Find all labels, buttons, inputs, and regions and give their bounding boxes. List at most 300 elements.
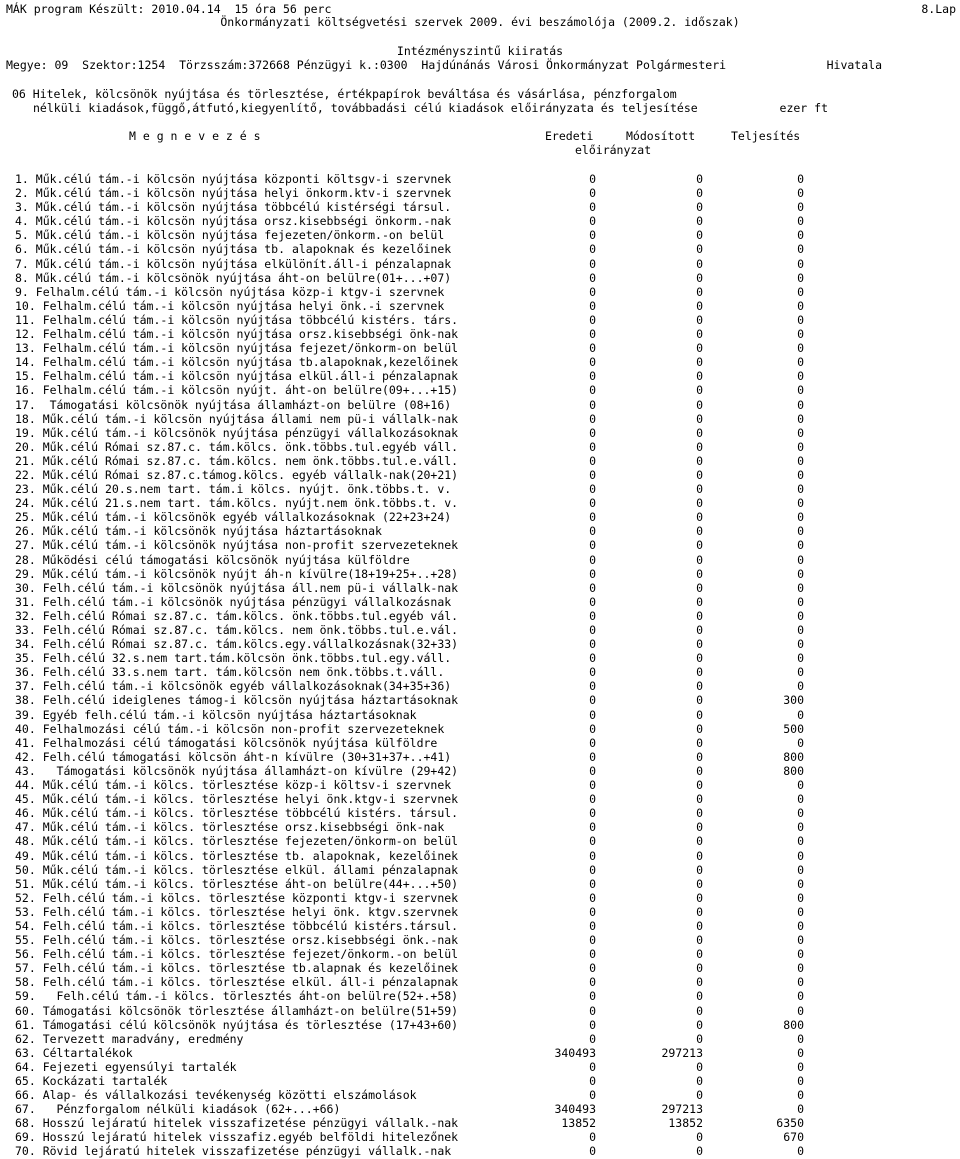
modified-value: 0 (696, 369, 703, 384)
modified-value: 0 (696, 904, 703, 919)
actual-value: 0 (797, 904, 804, 919)
row-label: 63. Céltartalékok (15, 1045, 133, 1060)
modified-value: 0 (696, 623, 703, 637)
actual-value: 0 (797, 580, 804, 595)
actual-value: 0 (797, 355, 804, 370)
table-row (0, 553, 960, 567)
row-label: 56. Felh.célú tám.-i kölcs. törlesztése fejezet/önkorm.-on belül (15, 947, 459, 962)
original-value: 340493 (554, 1102, 596, 1117)
actual-value: 0 (797, 510, 804, 525)
original-value: 0 (589, 510, 596, 525)
modified-value: 0 (696, 425, 703, 440)
row-label: 28. Működési célú támogatási kölcsönök nyújtása külföldre (15, 552, 410, 567)
actual-value: 0 (797, 1088, 804, 1103)
row-label: 3. Műk.célú tám.-i kölcsön nyújtása többcélú kistérségi társul. (15, 200, 452, 215)
table-row (0, 623, 960, 637)
modified-value: 0 (696, 749, 703, 764)
actual-value: 0 (797, 862, 804, 877)
row-label: 5. Műk.célú tám.-i kölcsön nyújtása fejezeten/önkorm.-on belül (15, 228, 445, 243)
row-label: 22. Műk.célú Római sz.87.c.támog.kölcs. egyéb vállalk-nak(20+21) (15, 467, 459, 482)
table-row (0, 708, 960, 722)
actual-value: 0 (797, 933, 804, 948)
table-row (0, 172, 960, 186)
row-label: 9. Felhalm.célú tám.-i kölcsön nyújtása közp-i ktgv-i szervnek (15, 284, 445, 299)
modified-value: 0 (696, 862, 703, 877)
row-label: 70. Rövid lejáratú hitelek visszafizetése pénzügyi vállalk.-nak (15, 1144, 452, 1159)
actual-value: 0 (797, 524, 804, 539)
row-label: 43. Támogatási kölcsönök nyújtása államházt-on kívülre (29+42) (15, 763, 459, 778)
row-label: 37. Felh.célú tám.-i kölcsönök egyéb vállalkozásoknak(34+35+36) (15, 679, 452, 694)
table-row (0, 905, 960, 919)
row-label: 53. Felh.célú tám.-i kölcs. törlesztése helyi önk. ktgv.szervnek (15, 904, 459, 919)
actual-value: 0 (797, 453, 804, 468)
original-value: 0 (589, 439, 596, 454)
row-label: 60. Támogatási kölcsönök törlesztése államházt-on belülre(51+59) (15, 1003, 459, 1018)
table-row (0, 750, 960, 764)
column-header-name: M e g n e v e z é s (129, 129, 261, 143)
row-label: 62. Tervezett maradvány, eredmény (15, 1031, 244, 1046)
actual-value: 0 (797, 1144, 804, 1159)
row-label: 68. Hosszú lejáratú hitelek visszafizetése pénzügyi vállalk.-nak (15, 1116, 459, 1131)
actual-value: 0 (797, 270, 804, 285)
table-row (0, 637, 960, 651)
original-value: 0 (589, 411, 596, 426)
actual-value: 0 (797, 623, 804, 637)
row-label: 61. Támogatási célú kölcsönök nyújtása és törlesztése (17+43+60) (15, 1017, 459, 1032)
original-value: 0 (589, 862, 596, 877)
table-row (0, 1144, 960, 1158)
modified-value: 0 (696, 989, 703, 1004)
row-label: 36. Felh.célú 33.s.nem tart. tám.kölcsön nem önk.többs.t.váll. (15, 665, 445, 680)
original-value: 0 (589, 735, 596, 750)
table-row (0, 355, 960, 369)
modified-value: 0 (696, 806, 703, 821)
actual-value: 0 (797, 242, 804, 257)
table-row (0, 891, 960, 905)
modified-value: 0 (696, 1130, 703, 1145)
row-label: 15. Felhalm.célú tám.-i kölcsön nyújtása elkül.áll-i pénzalapnak (15, 369, 459, 384)
original-value: 0 (589, 721, 596, 736)
original-value: 0 (589, 552, 596, 567)
actual-value: 670 (783, 1130, 804, 1145)
modified-value: 0 (696, 608, 703, 623)
modified-value: 0 (696, 383, 703, 398)
table-row (0, 1116, 960, 1130)
original-value: 0 (589, 693, 596, 708)
actual-value: 0 (797, 482, 804, 497)
modified-value: 0 (696, 1144, 703, 1159)
modified-value: 0 (696, 848, 703, 863)
table-row (0, 764, 960, 778)
original-value: 0 (589, 312, 596, 327)
modified-value: 0 (696, 355, 703, 370)
actual-value: 0 (797, 735, 804, 750)
row-label: 2. Műk.célú tám.-i kölcsön nyújtása helyi önkorm.ktv-i szervnek (15, 186, 452, 201)
modified-value: 0 (696, 186, 703, 201)
table-row (0, 313, 960, 327)
table-row (0, 1004, 960, 1018)
section-title-line1: 06 Hitelek, kölcsönök nyújtása és törlesztése, értékpapírok beváltása és vásárlása, pénzforgalom (12, 87, 677, 101)
table-row (0, 1018, 960, 1032)
original-value: 0 (589, 355, 596, 370)
table-row (0, 412, 960, 426)
table-row (0, 595, 960, 609)
table-row (0, 1074, 960, 1088)
modified-value: 0 (696, 1059, 703, 1074)
institution-line: Megye: 09 Szektor:1254 Törzsszám:372668 Pénzügyi k.:0300 Hajdúnánás Városi Önkormányzat Polgármesteri (6, 58, 727, 72)
table-row (0, 299, 960, 313)
table-row (0, 1046, 960, 1060)
row-label: 49. Műk.célú tám.-i kölcs. törlesztése tb. alapoknak, kezelőinek (15, 848, 459, 863)
modified-value: 0 (696, 172, 703, 186)
original-value: 0 (589, 1144, 596, 1159)
table-row (0, 1130, 960, 1144)
modified-value: 0 (696, 834, 703, 849)
table-row (0, 581, 960, 595)
original-value: 0 (589, 1059, 596, 1074)
actual-value: 800 (783, 749, 804, 764)
row-label: 33. Felh.célú Római sz.87.c. tám.kölcs. nem önk.többs.tul.e.vál. (15, 623, 459, 637)
original-value: 0 (589, 975, 596, 990)
actual-value: 0 (797, 200, 804, 215)
table-row (0, 271, 960, 285)
original-value: 0 (589, 383, 596, 398)
modified-value: 297213 (661, 1102, 703, 1117)
modified-value: 0 (696, 961, 703, 976)
original-value: 0 (589, 284, 596, 299)
original-value: 0 (589, 792, 596, 807)
report-subtitle: Önkormányzati költségvetési szervek 2009. évi beszámolója (2009.2. időszak) (220, 15, 740, 29)
actual-value: 0 (797, 538, 804, 553)
actual-value: 0 (797, 186, 804, 201)
original-value: 0 (589, 580, 596, 595)
table-row (0, 863, 960, 877)
actual-value: 0 (797, 834, 804, 849)
table-row (0, 933, 960, 947)
original-value: 0 (589, 214, 596, 229)
actual-value: 0 (797, 1102, 804, 1117)
modified-value: 0 (696, 721, 703, 736)
modified-value: 0 (696, 890, 703, 905)
row-label: 19. Műk.célú tám.-i kölcsönök nyújtása pénzügyi vállalkozásoknak (15, 425, 459, 440)
row-label: 4. Műk.célú tám.-i kölcsön nyújtása orsz.kisebbségi önkorm.-nak (15, 214, 452, 229)
table-row (0, 778, 960, 792)
actual-value: 0 (797, 341, 804, 356)
actual-value: 0 (797, 707, 804, 722)
table-row (0, 369, 960, 383)
row-label: 64. Fejezeti egyensúlyi tartalék (15, 1059, 237, 1074)
column-header-modified: Módosított (626, 129, 696, 143)
row-label: 40. Felhalmozási célú tám.-i kölcsön non-profit szervezeteknek (15, 721, 445, 736)
original-value: 13852 (561, 1116, 596, 1131)
modified-value: 0 (696, 467, 703, 482)
original-value: 0 (589, 608, 596, 623)
section-title-line2: nélküli kiadások,függő,átfutó,kiegyenlítő, továbbadási célú kiadások előirányzata és teljesítése (33, 101, 698, 115)
original-value: 0 (589, 749, 596, 764)
modified-value: 0 (696, 975, 703, 990)
modified-value: 0 (696, 1088, 703, 1103)
modified-value: 0 (696, 242, 703, 257)
modified-value: 0 (696, 510, 703, 525)
original-value: 0 (589, 918, 596, 933)
original-value: 340493 (554, 1045, 596, 1060)
table-row (0, 961, 960, 975)
modified-value: 0 (696, 651, 703, 666)
table-row (0, 257, 960, 271)
row-label: 44. Műk.célú tám.-i kölcs. törlesztése közp-i költsv-i szervnek (15, 778, 452, 793)
original-value: 0 (589, 707, 596, 722)
table-row (0, 806, 960, 820)
original-value: 0 (589, 665, 596, 680)
row-label: 8. Műk.célú tám.-i kölcsönök nyújtása áht-on belülre(01+...+07) (15, 270, 452, 285)
unit-label: ezer ft (779, 101, 828, 115)
actual-value: 0 (797, 608, 804, 623)
original-value: 0 (589, 904, 596, 919)
modified-value: 0 (696, 693, 703, 708)
table-row (0, 228, 960, 242)
table-row (0, 1088, 960, 1102)
modified-value: 297213 (661, 1045, 703, 1060)
modified-value: 0 (696, 439, 703, 454)
actual-value: 0 (797, 228, 804, 243)
table-row (0, 383, 960, 397)
row-label: 32. Felh.célú Római sz.87.c. tám.kölcs. önk.többs.tul.egyéb vál. (15, 608, 459, 623)
modified-value: 0 (696, 665, 703, 680)
row-label: 14. Felhalm.célú tám.-i kölcsön nyújtása tb.alapoknak,kezelőinek (15, 355, 459, 370)
original-value: 0 (589, 524, 596, 539)
original-value: 0 (589, 947, 596, 962)
row-label: 54. Felh.célú tám.-i kölcs. törlesztése többcélú kistérs.társul. (15, 918, 459, 933)
table-row (0, 792, 960, 806)
modified-value: 0 (696, 270, 703, 285)
original-value: 0 (589, 763, 596, 778)
table-row (0, 482, 960, 496)
table-row (0, 1032, 960, 1046)
row-label: 51. Műk.célú tám.-i kölcs. törlesztése áht-on belülre(44+...+50) (15, 876, 459, 891)
modified-value: 0 (696, 876, 703, 891)
modified-value: 0 (696, 284, 703, 299)
row-label: 67. Pénzforgalom nélküli kiadások (62+...+66) (15, 1102, 341, 1117)
row-label: 34. Felh.célú Római sz.87.c. tám.kölcs.egy.vállalkozásnak(32+33) (15, 637, 459, 652)
row-label: 10. Felhalm.célú tám.-i kölcsön nyújtása helyi önk.-i szervnek (15, 298, 445, 313)
actual-value: 0 (797, 975, 804, 990)
table-row (0, 440, 960, 454)
modified-value: 0 (696, 778, 703, 793)
actual-value: 0 (797, 961, 804, 976)
row-label: 29. Műk.célú tám.-i kölcsönök nyújt áh-n kívülre(18+19+25+..+28) (15, 566, 459, 581)
original-value: 0 (589, 834, 596, 849)
table-row (0, 242, 960, 256)
original-value: 0 (589, 594, 596, 609)
row-label: 30. Felh.célú tám.-i kölcsönök nyújtása áll.nem pü-i vállalk-nak (15, 580, 459, 595)
original-value: 0 (589, 270, 596, 285)
table-row (0, 468, 960, 482)
modified-value: 0 (696, 679, 703, 694)
row-label: 21. Műk.célú Római sz.87.c. tám.kölcs. nem önk.többs.tul.e.váll. (15, 453, 459, 468)
original-value: 0 (589, 186, 596, 201)
original-value: 0 (589, 848, 596, 863)
actual-value: 800 (783, 1017, 804, 1032)
modified-value: 0 (696, 482, 703, 497)
modified-value: 0 (696, 566, 703, 581)
row-label: 6. Műk.célú tám.-i kölcsön nyújtása tb. alapoknak és kezelőinek (15, 242, 452, 257)
actual-value: 0 (797, 1059, 804, 1074)
table-row (0, 1060, 960, 1074)
table-row (0, 919, 960, 933)
column-header-original-line2: előirányzat (575, 143, 652, 157)
original-value: 0 (589, 806, 596, 821)
table-row (0, 989, 960, 1003)
table-row (0, 398, 960, 412)
table-row (0, 426, 960, 440)
table-row (0, 341, 960, 355)
actual-value: 0 (797, 651, 804, 666)
actual-value: 0 (797, 411, 804, 426)
original-value: 0 (589, 228, 596, 243)
column-header-original: Eredeti (545, 129, 594, 143)
table-row (0, 849, 960, 863)
actual-value: 0 (797, 425, 804, 440)
modified-value: 0 (696, 312, 703, 327)
modified-value: 0 (696, 763, 703, 778)
actual-value: 0 (797, 792, 804, 807)
row-label: 11. Felhalm.célú tám.-i kölcsön nyújtása többcélú kistérs. társ. (15, 312, 459, 327)
row-label: 26. Műk.célú tám.-i kölcsönök nyújtása háztartásoknak (15, 524, 382, 539)
actual-value: 0 (797, 820, 804, 835)
actual-value: 0 (797, 383, 804, 398)
original-value: 0 (589, 623, 596, 637)
table-row (0, 609, 960, 623)
original-value: 0 (589, 538, 596, 553)
modified-value: 0 (696, 707, 703, 722)
modified-value: 0 (696, 228, 703, 243)
table-row (0, 651, 960, 665)
original-value: 0 (589, 1031, 596, 1046)
row-label: 24. Műk.célú 21.s.nem tart. tám.kölcs. nyújt.nem önk.többs.t. v. (15, 496, 459, 511)
table-row (0, 834, 960, 848)
table-row (0, 877, 960, 891)
modified-value: 0 (696, 820, 703, 835)
original-value: 0 (589, 453, 596, 468)
original-value: 0 (589, 933, 596, 948)
modified-value: 0 (696, 1003, 703, 1018)
actual-value: 0 (797, 1045, 804, 1060)
table-row (0, 524, 960, 538)
page-number: 8.Lap (921, 2, 956, 16)
row-label: 41. Felhalmozási célú támogatási kölcsönök nyújtása külföldre (15, 735, 438, 750)
modified-value: 0 (696, 200, 703, 215)
original-value: 0 (589, 961, 596, 976)
actual-value: 0 (797, 1031, 804, 1046)
table-row (0, 1102, 960, 1116)
actual-value: 0 (797, 947, 804, 962)
actual-value: 0 (797, 918, 804, 933)
actual-value: 0 (797, 369, 804, 384)
actual-value: 500 (783, 721, 804, 736)
original-value: 0 (589, 425, 596, 440)
modified-value: 0 (696, 637, 703, 652)
table-row (0, 820, 960, 834)
actual-value: 0 (797, 679, 804, 694)
program-line: MÁK program Készült: 2010.04.14 15 óra 56 perc (6, 2, 332, 16)
row-label: 69. Hosszú lejáratú hitelek visszafiz.egyéb belföldi hitelezőnek (15, 1130, 459, 1145)
modified-value: 0 (696, 792, 703, 807)
actual-value: 0 (797, 637, 804, 652)
modified-value: 0 (696, 1074, 703, 1088)
modified-value: 0 (696, 918, 703, 933)
actual-value: 0 (797, 439, 804, 454)
row-label: 42. Felh.célú támogatási kölcsön áht-n kívülre (30+31+37+..+41) (15, 749, 452, 764)
row-label: 59. Felh.célú tám.-i kölcs. törlesztés áht-on belülre(52+.+58) (15, 989, 459, 1004)
table-row (0, 567, 960, 581)
actual-value: 0 (797, 806, 804, 821)
row-label: 57. Felh.célú tám.-i kölcs. törlesztése tb.alapnak és kezelőinek (15, 961, 459, 976)
original-value: 0 (589, 1088, 596, 1103)
actual-value: 0 (797, 876, 804, 891)
modified-value: 0 (696, 947, 703, 962)
table-row (0, 538, 960, 552)
table-row (0, 214, 960, 228)
actual-value: 0 (797, 214, 804, 229)
modified-value: 0 (696, 397, 703, 412)
actual-value: 0 (797, 989, 804, 1004)
actual-value: 0 (797, 1074, 804, 1088)
original-value: 0 (589, 1130, 596, 1145)
actual-value: 0 (797, 298, 804, 313)
row-label: 1. Műk.célú tám.-i kölcsön nyújtása központi költsgv-i szervnek (15, 172, 452, 186)
actual-value: 0 (797, 284, 804, 299)
actual-value: 0 (797, 327, 804, 342)
table-row (0, 186, 960, 200)
row-label: 16. Felhalm.célú tám.-i kölcsön nyújt. áht-on belülre(09+...+15) (15, 383, 459, 398)
actual-value: 6350 (776, 1116, 804, 1131)
original-value: 0 (589, 482, 596, 497)
modified-value: 0 (696, 298, 703, 313)
actual-value: 300 (783, 693, 804, 708)
row-label: 20. Műk.célú Római sz.87.c. tám.kölcs. önk.többs.tul.egyéb váll. (15, 439, 459, 454)
table-row (0, 285, 960, 299)
original-value: 0 (589, 1003, 596, 1018)
original-value: 0 (589, 989, 596, 1004)
row-label: 25. Műk.célú tám.-i kölcsönök egyéb vállalkozásoknak (22+23+24) (15, 510, 452, 525)
table-row (0, 947, 960, 961)
original-value: 0 (589, 496, 596, 511)
original-value: 0 (589, 242, 596, 257)
original-value: 0 (589, 397, 596, 412)
row-label: 12. Felhalm.célú tám.-i kölcsön nyújtása orsz.kisebbségi önk-nak (15, 327, 459, 342)
actual-value: 0 (797, 594, 804, 609)
original-value: 0 (589, 327, 596, 342)
original-value: 0 (589, 566, 596, 581)
actual-value: 0 (797, 397, 804, 412)
original-value: 0 (589, 467, 596, 482)
table-row (0, 736, 960, 750)
actual-value: 0 (797, 848, 804, 863)
row-label: 17. Támogatási kölcsönök nyújtása államházt-on belülre (08+16) (15, 397, 452, 412)
table-row (0, 496, 960, 510)
actual-value: 0 (797, 467, 804, 482)
row-label: 47. Műk.célú tám.-i kölcs. törlesztése orsz.kisebbségi önk-nak (15, 820, 445, 835)
actual-value: 0 (797, 566, 804, 581)
actual-value: 0 (797, 172, 804, 186)
row-label: 50. Műk.célú tám.-i kölcs. törlesztése elkül. állami pénzalapnak (15, 862, 459, 877)
actual-value: 0 (797, 890, 804, 905)
modified-value: 0 (696, 1031, 703, 1046)
actual-value: 800 (783, 763, 804, 778)
modified-value: 0 (696, 214, 703, 229)
actual-value: 0 (797, 665, 804, 680)
institution-tail: Hivatala (826, 58, 882, 72)
